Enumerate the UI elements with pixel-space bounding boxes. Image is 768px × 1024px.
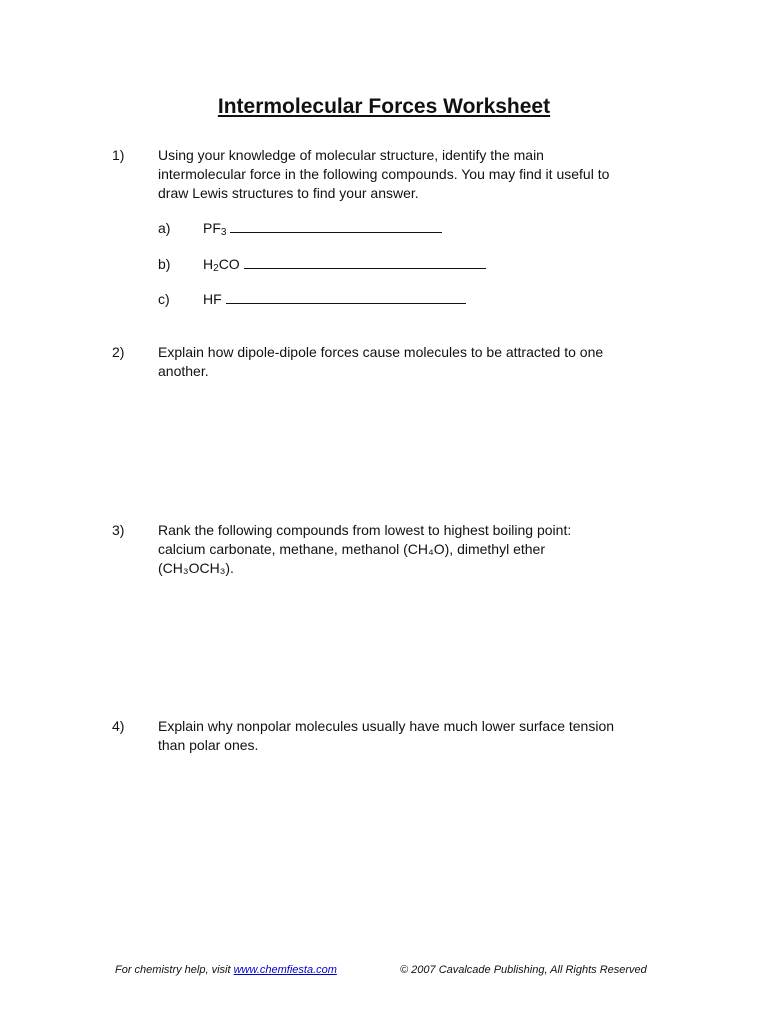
question-number: 2) (112, 344, 125, 360)
question-text (158, 717, 658, 755)
question-text (158, 146, 658, 203)
footer-help (115, 963, 337, 977)
sub-item-letter: c) (158, 291, 170, 307)
question-line: Explain why nonpolar molecules usually have much lower surface tension (158, 718, 615, 734)
question-line: (CH₃OCH₃). (158, 560, 234, 576)
chemfiesta-link[interactable]: www.chemfiesta.com (233, 964, 337, 976)
question-line: Rank the following compounds from lowest to highest boiling point: (158, 522, 572, 538)
answer-blank[interactable] (244, 255, 486, 269)
question-text (158, 343, 658, 381)
question-number: 4) (112, 718, 125, 734)
question-line: calcium carbonate, methane, methanol (CH₄O), dimethyl ether (158, 541, 545, 557)
question-number: 3) (112, 522, 125, 538)
question-line: draw Lewis structures to find your answer. (158, 185, 419, 201)
sub-item-letter: b) (158, 256, 171, 272)
answer-blank[interactable] (226, 290, 466, 304)
question-number: 1) (112, 147, 125, 163)
footer-help-text: For chemistry help, visit (115, 964, 234, 976)
question-line: Explain how dipole-dipole forces cause molecules to be attracted to one (158, 344, 604, 360)
sub-item-formula: HF (203, 290, 466, 309)
question-line: Using your knowledge of molecular structure, identify the main (158, 147, 544, 163)
footer-copyright: © 2007 Cavalcade Publishing, All Rights Reserved (400, 964, 647, 976)
sub-item-formula: $PF_3$ (203, 219, 442, 238)
question-line: another. (158, 363, 209, 379)
page-title: Intermolecular Forces Worksheet (217, 95, 551, 118)
question-line: than polar ones. (158, 737, 259, 753)
sub-item-letter: a) (158, 220, 171, 236)
sub-item-formula: $H_2CO$ (203, 255, 486, 274)
answer-blank[interactable] (230, 219, 442, 233)
question-line: intermolecular force in the following compounds. You may find it useful to (158, 166, 610, 182)
question-text (158, 521, 658, 578)
